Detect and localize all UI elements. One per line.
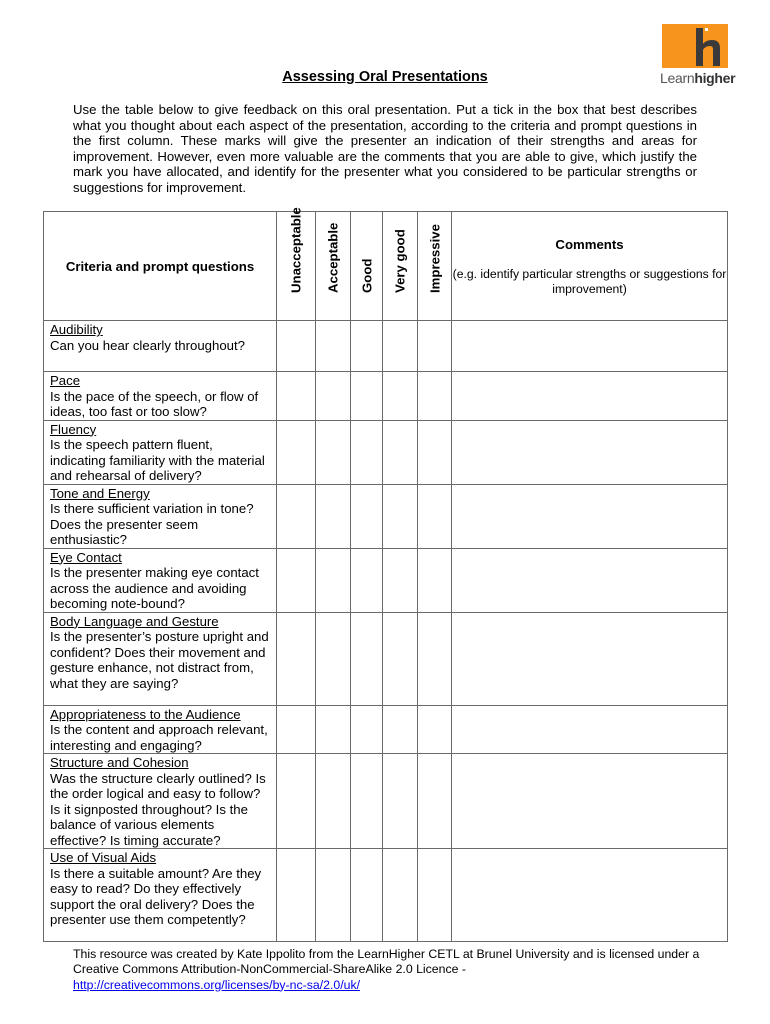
criteria-name: Appropriateness to the Audience	[50, 706, 241, 722]
tick-box[interactable]	[418, 372, 452, 421]
tick-box[interactable]	[383, 705, 418, 754]
license-link[interactable]: http://creativecommons.org/licenses/by-nc-sa/2.0/uk/	[73, 977, 361, 992]
tick-box[interactable]	[383, 484, 418, 548]
criteria-question: Is the content and approach relevant, interesting and engaging?	[50, 722, 268, 753]
tick-box[interactable]	[383, 420, 418, 484]
tick-box[interactable]	[351, 372, 383, 421]
tick-box[interactable]	[316, 548, 351, 612]
criteria-header: Criteria and prompt questions	[44, 212, 277, 321]
criteria-cell	[44, 705, 277, 754]
tick-box[interactable]	[316, 705, 351, 754]
table-row	[44, 705, 728, 754]
tick-box[interactable]	[383, 372, 418, 421]
tick-box[interactable]	[316, 420, 351, 484]
rating-header-unacceptable: Unacceptable	[277, 212, 316, 321]
table-row	[44, 849, 728, 942]
criteria-cell	[44, 321, 277, 372]
comment-cell[interactable]	[452, 548, 728, 612]
header-row	[44, 212, 728, 321]
tick-box[interactable]	[383, 754, 418, 849]
criteria-name: Pace	[50, 373, 81, 388]
comment-cell[interactable]	[452, 321, 728, 372]
tick-box[interactable]	[277, 612, 316, 705]
rating-header-acceptable: Acceptable	[316, 212, 351, 321]
tick-box[interactable]	[316, 754, 351, 849]
logo-h-icon	[692, 28, 726, 66]
tick-box[interactable]	[277, 754, 316, 849]
tick-box[interactable]	[351, 612, 383, 705]
criteria-question: Can you hear clearly throughout?	[50, 337, 246, 353]
criteria-name: Use of Visual Aids	[50, 850, 157, 865]
tick-box[interactable]	[316, 372, 351, 421]
page-title: Assessing Oral Presentations	[282, 69, 488, 85]
tick-box[interactable]	[418, 420, 452, 484]
tick-box[interactable]	[418, 548, 452, 612]
tick-box[interactable]	[316, 484, 351, 548]
tick-box[interactable]	[277, 705, 316, 754]
table-row	[44, 612, 728, 705]
tick-box[interactable]	[418, 754, 452, 849]
logo-wordmark: Learnhigher	[660, 70, 736, 86]
criteria-question: Is there a suitable amount? Are they easy to read? Do they effectively support the oral delivery? Does the presenter use them competently?	[50, 865, 262, 927]
tick-box[interactable]	[418, 705, 452, 754]
tick-box[interactable]	[351, 484, 383, 548]
criteria-question: Is there sufficient variation in tone? Does the presenter seem enthusiastic?	[50, 501, 254, 547]
tick-box[interactable]	[351, 548, 383, 612]
table-row	[44, 372, 728, 421]
comment-cell[interactable]	[452, 372, 728, 421]
table-row	[44, 321, 728, 372]
comment-cell[interactable]	[452, 420, 728, 484]
criteria-question: Is the presenter making eye contact across the audience and avoiding becoming note-bound?	[50, 565, 259, 611]
comment-cell[interactable]	[452, 705, 728, 754]
table-row	[44, 754, 728, 849]
tick-box[interactable]	[351, 705, 383, 754]
rating-header-good: Good	[351, 212, 383, 321]
tick-box[interactable]	[277, 321, 316, 372]
tick-box[interactable]	[277, 484, 316, 548]
comment-cell[interactable]	[452, 849, 728, 942]
criteria-question: Is the pace of the speech, or flow of ideas, too fast or too slow?	[50, 388, 259, 419]
footer-credit	[73, 947, 713, 993]
criteria-question: Is the speech pattern fluent, indicating familiarity with the material and rehearsal of delivery?	[50, 437, 265, 483]
tick-box[interactable]	[351, 754, 383, 849]
criteria-cell	[44, 612, 277, 705]
criteria-question: Is the presenter’s posture upright and confident? Does their movement and gesture enhance, not distract from, what they are saying?	[50, 629, 269, 691]
comment-cell[interactable]	[452, 484, 728, 548]
criteria-cell	[44, 754, 277, 849]
tick-box[interactable]	[351, 849, 383, 942]
tick-box[interactable]	[351, 420, 383, 484]
tick-box[interactable]	[418, 484, 452, 548]
tick-box[interactable]	[277, 849, 316, 942]
tick-box[interactable]	[277, 372, 316, 421]
table-row	[44, 484, 728, 548]
tick-box[interactable]	[418, 321, 452, 372]
tick-box[interactable]	[316, 612, 351, 705]
rating-header-impressive: Impressive	[418, 212, 452, 321]
criteria-name: Fluency	[50, 421, 97, 437]
criteria-cell	[44, 849, 277, 942]
footer-text: This resource was created by Kate Ippolito from the LearnHigher CETL at Brunel University and is licensed under a Creative Commons Attribution-NonCommercial-ShareAlike 2.0 Licence -	[73, 947, 700, 977]
criteria-question: Was the structure clearly outlined? Is the order logical and easy to follow? Is it signposted throughout? Is the balance of various elements effective? Is timing accurate?	[50, 770, 266, 848]
table-row	[44, 420, 728, 484]
comment-cell[interactable]	[452, 754, 728, 849]
criteria-name: Tone and Energy	[50, 485, 150, 501]
tick-box[interactable]	[316, 849, 351, 942]
criteria-cell	[44, 484, 277, 548]
tick-box[interactable]	[418, 612, 452, 705]
tick-box[interactable]	[277, 420, 316, 484]
intro-paragraph: Use the table below to give feedback on this oral presentation. Put a tick in the box that best describes what you thought about each aspect of the presentation, according to the criteria and prompt questions in the first column. These marks will give the presenter an indication of their strengths and areas for improvement. However, even more valuable are the comments that you are able to give, which justify the mark you have allocated, and identify for the presenter what you considered to be particular strengths or suggestions for improvement.	[73, 102, 697, 195]
tick-box[interactable]	[383, 548, 418, 612]
tick-box[interactable]	[316, 321, 351, 372]
criteria-name: Structure and Cohesion	[50, 755, 189, 770]
assessment-table	[43, 207, 728, 942]
table-row	[44, 548, 728, 612]
tick-box[interactable]	[383, 321, 418, 372]
criteria-cell	[44, 548, 277, 612]
comment-cell[interactable]	[452, 612, 728, 705]
tick-box[interactable]	[351, 321, 383, 372]
comments-subtitle: (e.g. identify particular strengths or suggestions for improvement)	[452, 267, 727, 296]
criteria-name: Eye Contact	[50, 549, 122, 565]
tick-box[interactable]	[418, 849, 452, 942]
criteria-name: Audibility	[50, 322, 103, 337]
criteria-name: Body Language and Gesture	[50, 613, 219, 629]
comments-header	[452, 212, 728, 321]
comments-title: Comments	[555, 237, 624, 252]
rating-header-very-good: Very good	[383, 212, 418, 321]
tick-box[interactable]	[277, 548, 316, 612]
logo-orange-box	[662, 24, 728, 68]
tick-box[interactable]	[383, 612, 418, 705]
criteria-cell	[44, 372, 277, 421]
criteria-cell	[44, 420, 277, 484]
tick-box[interactable]	[383, 849, 418, 942]
